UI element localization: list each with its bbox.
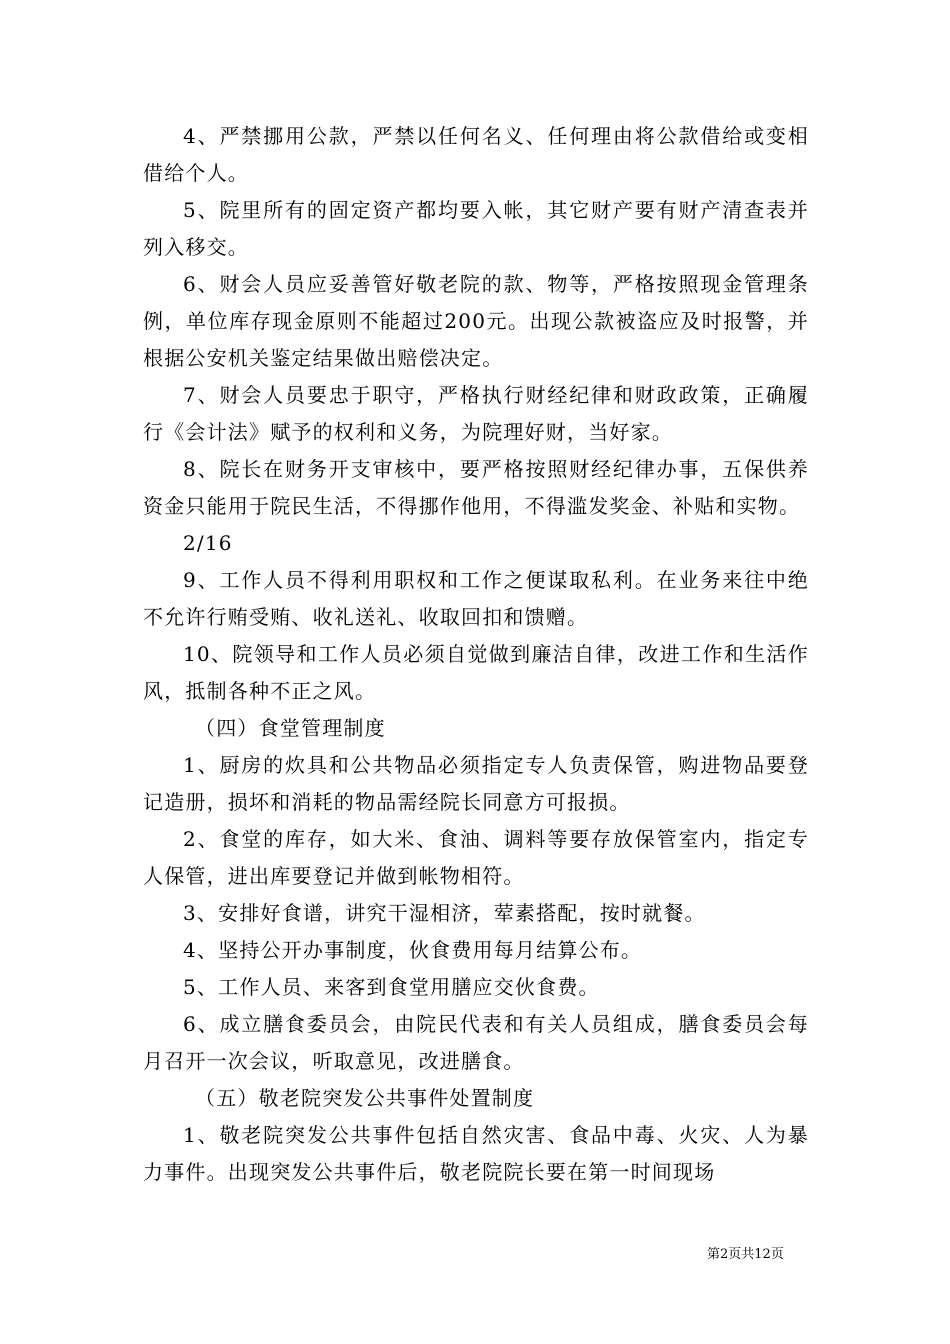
canteen-item-6: 6、成立膳食委员会，由院民代表和有关人员组成，膳食委员会每月召开一次会议，听取意见，改进膳食。: [143, 1012, 809, 1073]
paragraph-9: 9、工作人员不得利用职权和工作之便谋取私利。在业务来往中绝不允许行贿受贿、收礼送礼、收取回扣和馈赠。: [143, 568, 809, 629]
section-heading-canteen: （四）食堂管理制度: [195, 716, 386, 740]
paragraph-8: 8、院长在财务开支审核中，要严格按照财经纪律办事，五保供养资金只能用于院民生活，不得挪作他用，不得滥发奖金、补贴和实物。: [143, 457, 809, 518]
paragraph-6: 6、财会人员应妥善管好敬老院的款、物等，严格按照现金管理条例，单位库存现金原则不能超过200元。出现公款被盗应及时报警，并根据公安机关鉴定结果做出赔偿决定。: [143, 272, 809, 370]
page-marker: 2/16: [183, 531, 233, 555]
paragraph-5: 5、院里所有的固定资产都均要入帐，其它财产要有财产清查表并列入移交。: [143, 198, 809, 259]
canteen-item-5: 5、工作人员、来客到食堂用膳应交伙食费。: [183, 975, 600, 999]
section-heading-emergency: （五）敬老院突发公共事件处置制度: [195, 1086, 535, 1110]
paragraph-4: 4、严禁挪用公款，严禁以任何名义、任何理由将公款借给或变相借给个人。: [143, 124, 809, 185]
document-body: [143, 118, 809, 1191]
canteen-item-4: 4、坚持公开办事制度，伙食费用每月结算公布。: [183, 938, 643, 962]
canteen-item-2: 2、食堂的库存，如大米、食油、调料等要存放保管室内，指定专人保管，进出库要登记并做到帐物相符。: [143, 827, 809, 888]
page-footer: 第2页共12页: [707, 1247, 784, 1262]
paragraph-10: 10、院领导和工作人员必须自觉做到廉洁自律，改进工作和生活作风，抵制各种不正之风。: [143, 642, 809, 703]
canteen-item-3: 3、安排好食谱，讲究干湿相济，荤素搭配，按时就餐。: [183, 901, 706, 925]
paragraph-7: 7、财会人员要忠于职守，严格执行财经纪律和财政政策，正确履行《会计法》赋予的权利和义务，为院理好财，当好家。: [143, 383, 809, 444]
canteen-item-1: 1、厨房的炊具和公共物品必须指定专人负责保管，购进物品要登记造册，损坏和消耗的物品需经院长同意方可报损。: [143, 753, 809, 814]
emergency-item-1: 1、敬老院突发公共事件包括自然灾害、食品中毒、火灾、人为暴力事件。出现突发公共事件后，敬老院院长要在第一时间现场: [143, 1123, 809, 1184]
